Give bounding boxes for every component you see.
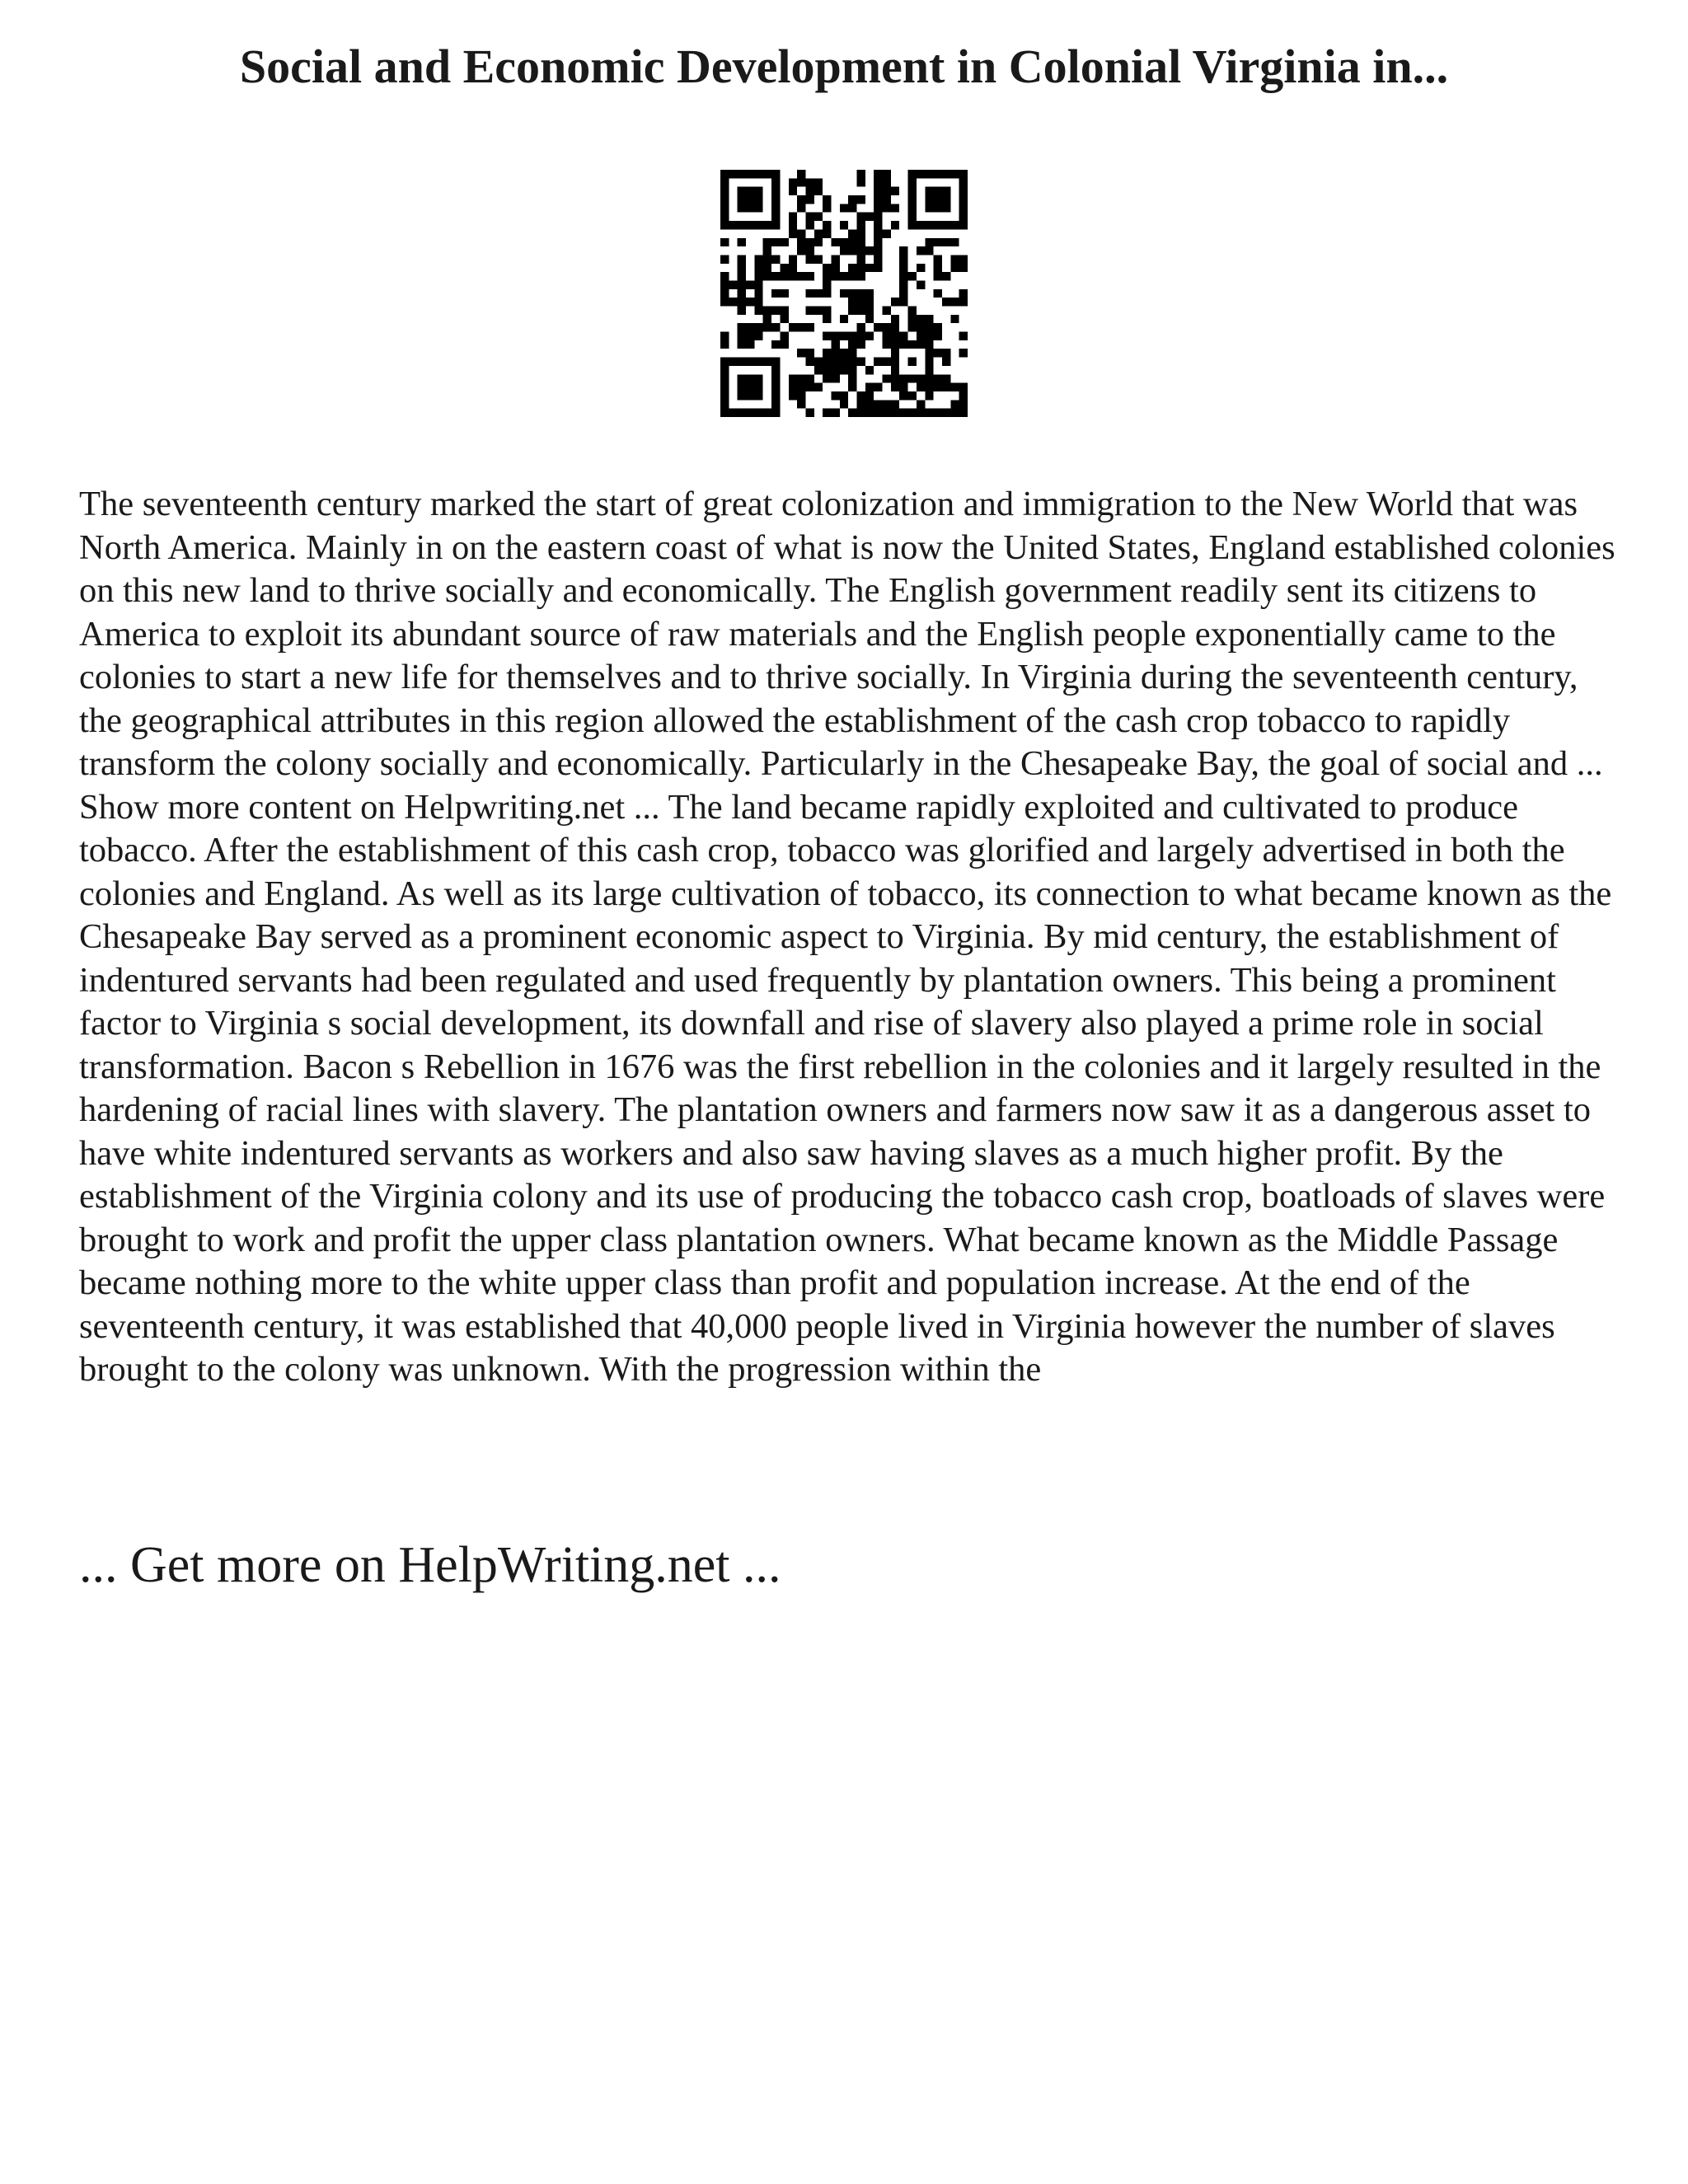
qr-code-graphic (720, 170, 968, 417)
get-more-link[interactable]: ... Get more on HelpWriting.net ... (79, 1537, 781, 1593)
page-title: Social and Economic Development in Colonial Virginia in... (239, 40, 1449, 93)
article-body: The seventeenth century marked the start of great colonization and immigration to the New World that was North America. Mainly in on the eastern coast of what is now the United States, England established colonies on this new land to thrive socially and economically. The English government readily sent its citizens to America to exploit its abundant source of raw materials and the English people exponentially came to the colonies to start a new life for themselves and to thrive socially. In Virginia during the seventeenth century, the geographical attributes in this region allowed the establishment of the cash crop tobacco to rapidly transform the colony socially and economically. Particularly in the Chesapeake Bay, the goal of social and ... Show more content on Helpwriting.net ... The land became rapidly exploited and cultivated to produce tobacco. After the establishment of this cash crop, tobacco was glorified and largely advertised in both the colonies and England. As well as its large cultivation of tobacco, its connection to what became known as the Chesapeake Bay served as a prominent economic aspect to Virginia. By mid century, the establishment of indentured servants had been regulated and used frequently by plantation owners. This being a prominent factor to Virginia s social development, its downfall and rise of slavery also played a prime role in social transformation. Bacon s Rebellion in 1676 was the first rebellion in the colonies and it largely resulted in the hardening of racial lines with slavery. The plantation owners and farmers now saw it as a dangerous asset to have white indentured servants as workers and also saw having slaves as a much higher profit. By the establishment of the Virginia colony and its use of producing the tobacco cash crop, boatloads of slaves were brought to work and profit the upper class plantation owners. What became known as the Middle Passage became nothing more to the white upper class than profit and population increase. At the end of the seventeenth century, it was established that 40,000 people lived in Virginia however the number of slaves brought to the colony was unknown. With the progression within the (79, 485, 1615, 1389)
qr-code-icon[interactable] (720, 170, 968, 417)
